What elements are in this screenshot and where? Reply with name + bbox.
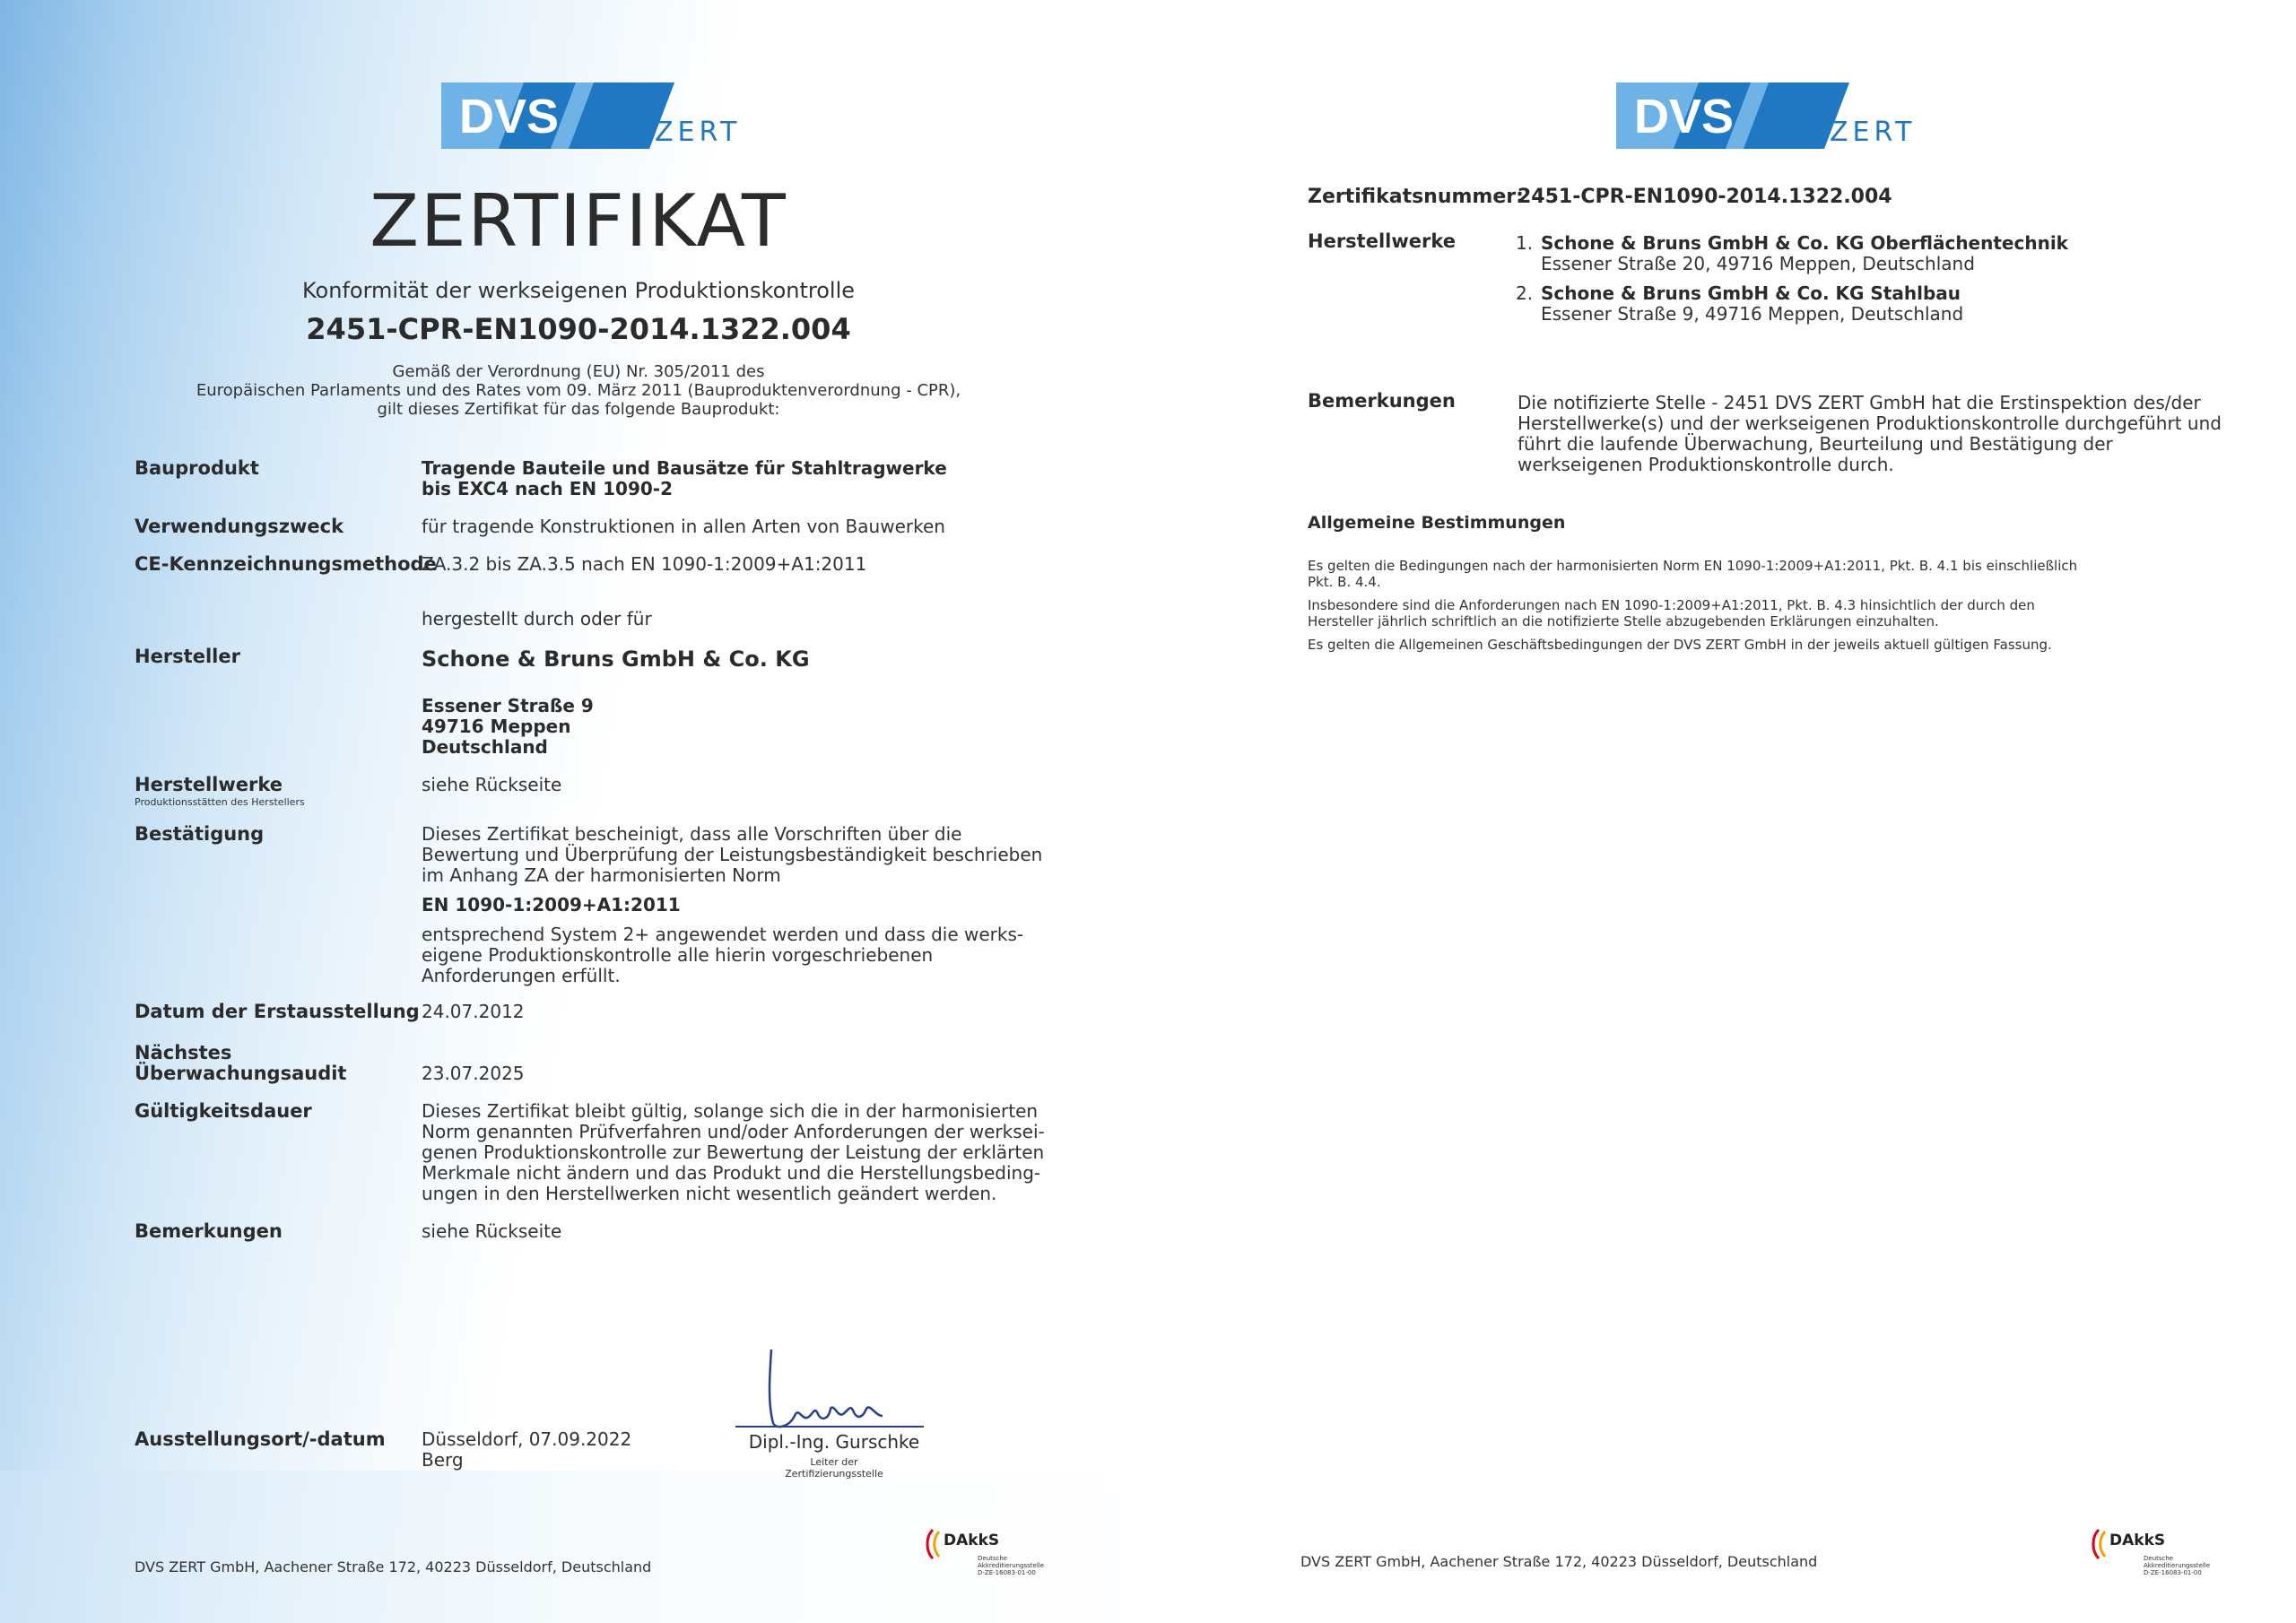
- value-verwendungszweck: für tragende Konstruktionen in allen Arten von Bauwerken: [422, 516, 945, 537]
- general-line: Hersteller jährlich schriftlich an die notifizierte Stelle abzugebenden Erklärungen einzuhalten.: [1308, 613, 1939, 629]
- address-line: Essener Straße 9: [422, 695, 594, 716]
- value-hersteller-name: Schone & Bruns GmbH & Co. KG: [422, 647, 810, 672]
- subtitle: Konformität der werkseigenen Produktionskontrolle: [302, 278, 855, 303]
- plant-number: 1.: [1516, 232, 1534, 254]
- dakks-details-back: [2144, 1555, 2210, 1576]
- bestaetigung-norm: EN 1090-1:2009+A1:2011: [422, 894, 681, 916]
- value-ausstellung: [422, 1429, 631, 1471]
- certificate-number: 2451-CPR-EN1090-2014.1322.004: [306, 312, 851, 346]
- sublabel-herstellwerke: Produktionsstätten des Herstellers: [135, 796, 305, 808]
- gueltigkeit-line: Dieses Zertifikat bleibt gültig, solange sich die in der harmonisierten: [422, 1100, 1039, 1122]
- value-naechstes-audit: 23.07.2025: [422, 1063, 525, 1084]
- hersteller-address: [422, 696, 594, 758]
- back-label-bemerkungen: Bemerkungen: [1308, 390, 1456, 412]
- dakks-line: Deutsche: [2144, 1555, 2174, 1562]
- label-bauprodukt: Bauprodukt: [135, 457, 259, 479]
- general-line: Es gelten die Bedingungen nach der harmonisierten Norm EN 1090-1:2009+A1:2011, Pkt. B. 4.1 bis einschließlich: [1308, 558, 2078, 574]
- back-label-herstellwerke: Herstellwerke: [1308, 230, 1456, 252]
- page-title: ZERTIFIKAT: [370, 179, 787, 263]
- signatory-role-line: Zertifizierungsstelle: [785, 1468, 883, 1480]
- logo-dvs-text-back: DVS: [1634, 90, 1735, 143]
- label-ausstellung: Ausstellungsort/-datum: [135, 1428, 386, 1450]
- bestaetigung-line: entsprechend System 2+ angewendet werden und dass die werks-: [422, 924, 1024, 945]
- signatory-block: [735, 1431, 933, 1480]
- certificate-back-page: [1157, 0, 2296, 1623]
- dakks-line: Akkreditierungsstelle: [978, 1562, 1045, 1569]
- dakks-logo-icon: [924, 1528, 944, 1560]
- bemerkungen-line: Die notifizierte Stelle - 2451 DVS ZERT GmbH hat die Erstinspektion des/der: [1518, 392, 2201, 413]
- logo-dvs-text: DVS: [459, 90, 560, 143]
- label-bemerkungen: Bemerkungen: [135, 1220, 283, 1242]
- regulation-line: gilt dieses Zertifikat für das folgende Bauprodukt:: [377, 400, 780, 419]
- label-erstausstellung: Datum der Erstausstellung: [135, 1001, 420, 1022]
- plant-number: 2.: [1516, 282, 1534, 304]
- signatory-role: [735, 1456, 933, 1480]
- general-line: Insbesondere sind die Anforderungen nach EN 1090-1:2009+A1:2011, Pkt. B. 4.3 hinsichtlich der durch den: [1308, 597, 2035, 613]
- back-footer-address: DVS ZERT GmbH, Aachener Straße 172, 40223 Düsseldorf, Deutschland: [1300, 1553, 1818, 1570]
- bemerkungen-line: Herstellwerke(s) und der werkseigenen Produktionskontrolle durchgeführt und: [1518, 412, 2222, 434]
- regulation-line: Gemäß der Verordnung (EU) Nr. 305/2011 des: [392, 362, 765, 381]
- address-line: 49716 Meppen: [422, 716, 571, 737]
- back-label-allgemeine: Allgemeine Bestimmungen: [1308, 513, 1566, 533]
- audit-label-line: Überwachungsaudit: [135, 1063, 347, 1084]
- dakks-line: Deutsche: [978, 1555, 1008, 1562]
- gueltigkeit-line: genen Produktionskontrolle zur Bewertung der Leistung der erklärten: [422, 1141, 1045, 1163]
- plant-address: Essener Straße 20, 49716 Meppen, Deutschland: [1541, 253, 1975, 274]
- dakks-logo-icon-back: [2090, 1528, 2109, 1560]
- value-gueltigkeit: [422, 1101, 1045, 1204]
- bestaetigung-line: eigene Produktionskontrolle alle hierin vorgeschriebenen: [422, 944, 934, 966]
- regulation-text: [0, 362, 1157, 419]
- bestaetigung-line: Bewertung und Überprüfung der Leistungsbeständigkeit beschrieben: [422, 844, 1043, 865]
- dvs-zert-logo-back: [1616, 82, 1917, 149]
- audit-label-line: Nächstes: [135, 1042, 232, 1063]
- dakks-details: [978, 1555, 1044, 1576]
- general-line: Pkt. B. 4.4.: [1308, 574, 1381, 590]
- logo-zert-text: ZERT: [655, 117, 742, 148]
- general-line: Es gelten die Allgemeinen Geschäftsbedingungen der DVS ZERT GmbH in der jeweils aktuell gültigen Fassung.: [1308, 637, 2052, 653]
- label-bestaetigung: Bestätigung: [135, 823, 265, 845]
- back-cert-number: 2451-CPR-EN1090-2014.1322.004: [1518, 186, 1892, 208]
- value-ce-methode: ZA.3.2 bis ZA.3.5 nach EN 1090-1:2009+A1:2011: [422, 553, 867, 575]
- dvs-zert-logo: [441, 82, 742, 149]
- signatory-role-line: Leiter der: [810, 1456, 858, 1468]
- dakks-name-back: DAkkS: [2109, 1532, 2166, 1549]
- label-verwendungszweck: Verwendungszweck: [135, 516, 344, 537]
- bestaetigung-line: Dieses Zertifikat bescheinigt, dass alle Vorschriften über die: [422, 823, 962, 845]
- plant-address: Essener Straße 9, 49716 Meppen, Deutschland: [1541, 303, 1964, 325]
- dakks-line: Akkreditierungsstelle: [2144, 1562, 2211, 1569]
- label-gueltigkeit: Gültigkeitsdauer: [135, 1100, 312, 1122]
- bauprodukt-line: Tragende Bauteile und Bausätze für Stahltragwerke: [422, 457, 947, 479]
- bemerkungen-line: werkseigenen Produktionskontrolle durch.: [1518, 454, 1894, 475]
- value-herstellwerke: siehe Rückseite: [422, 774, 562, 795]
- plant-name: Schone & Bruns GmbH & Co. KG Stahlbau: [1541, 282, 1961, 304]
- back-cert-label: Zertifikatsnummer:: [1308, 186, 1524, 208]
- back-bemerkungen-text: [1518, 393, 2222, 475]
- signature-drawing: [735, 1341, 933, 1439]
- dakks-line: D-ZE-16083-01-00: [978, 1569, 1036, 1576]
- dakks-name: DAkkS: [944, 1532, 1000, 1549]
- value-bemerkungen: siehe Rückseite: [422, 1220, 562, 1242]
- ausstellung-place-date: Düsseldorf, 07.09.2022: [422, 1428, 632, 1450]
- regulation-line: Europäischen Parlaments und des Rates vom 09. März 2011 (Bauproduktenverordnung - CPR),: [196, 381, 961, 400]
- label-hersteller: Hersteller: [135, 646, 240, 667]
- dakks-line: D-ZE-16083-01-00: [2144, 1569, 2202, 1576]
- value-bauprodukt: [422, 458, 947, 499]
- bemerkungen-line: führt die laufende Überwachung, Beurteilung und Bestätigung der: [1518, 433, 2113, 455]
- gueltigkeit-line: ungen in den Herstellwerken nicht wesentlich geändert werden.: [422, 1183, 997, 1204]
- general-conditions: [1308, 558, 2077, 653]
- footer-address: DVS ZERT GmbH, Aachener Straße 172, 40223 Düsseldorf, Deutschland: [135, 1558, 652, 1575]
- gueltigkeit-line: Norm genannten Prüfverfahren und/oder Anforderungen der werksei-: [422, 1121, 1045, 1142]
- ausstellung-signer: Berg: [422, 1449, 464, 1471]
- hergestellt-text: hergestellt durch oder für: [422, 608, 652, 629]
- label-herstellwerke: Herstellwerke: [135, 774, 283, 795]
- address-line: Deutschland: [422, 736, 548, 758]
- logo-zert-text-back: ZERT: [1830, 117, 1917, 148]
- bestaetigung-line: im Anhang ZA der harmonisierten Norm: [422, 864, 781, 886]
- bestaetigung-line: Anforderungen erfüllt.: [422, 965, 621, 986]
- value-erstausstellung: 24.07.2012: [422, 1001, 525, 1022]
- value-bestaetigung: [422, 824, 1042, 986]
- signatory-name: Dipl.-Ing. Gurschke: [748, 1431, 920, 1453]
- bauprodukt-line: bis EXC4 nach EN 1090-2: [422, 478, 673, 499]
- label-naechstes-audit: [135, 1043, 346, 1084]
- label-ce-methode: CE-Kennzeichnungsmethode: [135, 553, 437, 575]
- plant-name: Schone & Bruns GmbH & Co. KG Oberflächentechnik: [1541, 232, 2068, 254]
- gueltigkeit-line: Merkmale nicht ändern und das Produkt und die Herstellungsbeding-: [422, 1162, 1041, 1184]
